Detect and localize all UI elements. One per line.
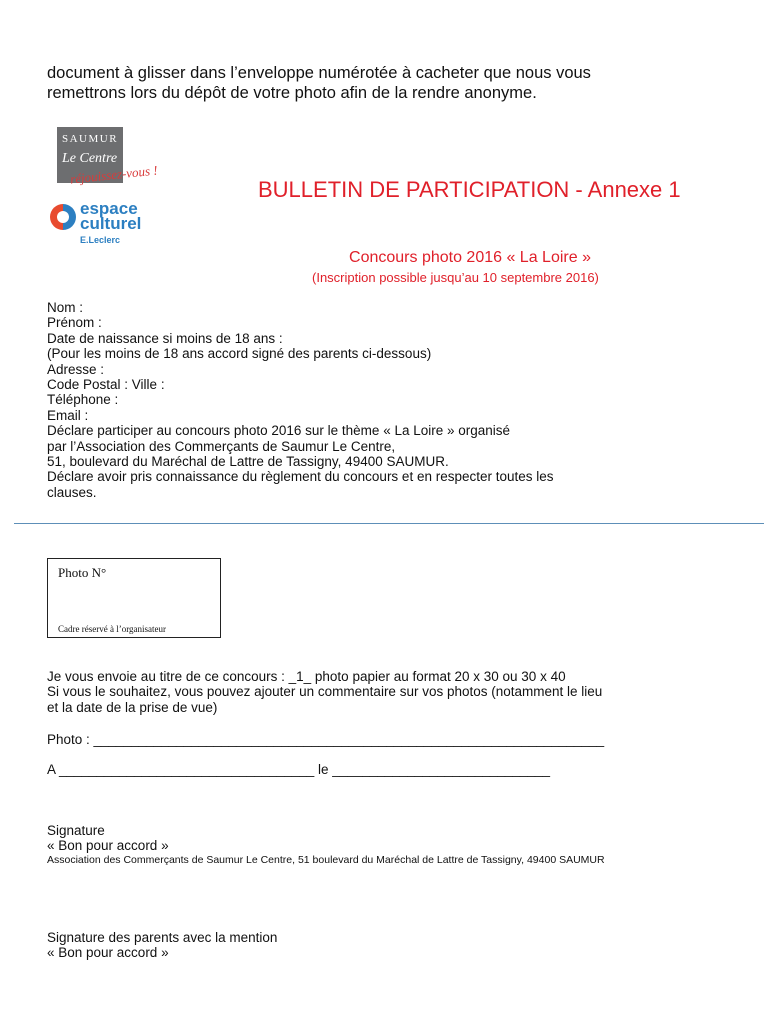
photo-comment-line[interactable]: Photo : ____________________________________________________________________ (47, 732, 605, 747)
body-line: Je vous envoie au titre de ce concours : _1_ photo papier au format 20 x 30 ou 30 x 40 (47, 669, 566, 684)
saumur-logo-tagline: réjouissez-vous ! (69, 162, 159, 187)
photo-number-label: Photo N° (58, 565, 107, 580)
field-line: Téléphone : (47, 392, 119, 408)
participant-fields (47, 300, 747, 500)
contest-subtitle-text: Concours photo 2016 « La Loire » (349, 249, 591, 266)
parents-signature-label: Signature des parents avec la mention (47, 930, 278, 945)
espace-ring-icon (50, 204, 76, 230)
field-line: Email : (47, 407, 89, 423)
field-line: Déclare avoir pris connaissance du règlement du concours et en respecter toutes les (47, 469, 554, 485)
logo-text: espace (80, 199, 138, 218)
photo-number-box (47, 558, 221, 638)
field-line: clauses. (47, 484, 97, 500)
logo-text: Le Centre (62, 151, 118, 166)
parents-signature-mention: « Bon pour accord » (47, 945, 169, 961)
association-address: Association des Commerçants de Saumur Le Centre, 51 boulevard du Maréchal de Lattre de Tassigny, 49400 SAUMUR (47, 854, 605, 866)
field-line: par l’Association des Commerçants de Saumur Le Centre, (47, 438, 396, 454)
espace-culturel-logo (50, 200, 150, 250)
field-line: Prénom : (47, 315, 102, 331)
signature-block (47, 823, 169, 854)
place-date-line[interactable]: A __________________________________ le _____________________________ (47, 762, 551, 777)
organizer-caption: Cadre réservé à l’organisateur (58, 624, 167, 634)
parents-signature-block (47, 930, 277, 961)
registration-note: (Inscription possible jusqu’au 10 septembre 2016) (312, 270, 599, 285)
field-line: 51, boulevard du Maréchal de Lattre de Tassigny, 49400 SAUMUR. (47, 454, 449, 470)
page-title: BULLETIN DE PARTICIPATION - Annexe 1 (258, 177, 681, 202)
field-line: Date de naissance si moins de 18 ans : (47, 330, 283, 346)
field-line: Déclare participer au concours photo 2016 sur le thème « La Loire » organisé (47, 423, 511, 439)
section-divider (14, 523, 764, 524)
intro-line: remettrons lors du dépôt de votre photo afin de la rendre anonyme. (47, 84, 537, 102)
signature-label: Signature (47, 823, 105, 838)
submission-text (47, 669, 747, 715)
logo-text: culturel (80, 214, 142, 233)
body-line: et la date de la prise de vue) (47, 699, 218, 715)
intro-line: document à glisser dans l’enveloppe numérotée à cacheter que nous vous (47, 64, 591, 82)
body-line: Si vous le souhaitez, vous pouvez ajouter un commentaire sur vos photos (notamment le lieu (47, 684, 603, 700)
logo-text: E.Leclerc (80, 235, 121, 245)
signature-mention: « Bon pour accord » (47, 838, 169, 854)
contest-subtitle (0, 249, 770, 267)
field-line: (Pour les moins de 18 ans accord signé des parents ci-dessous) (47, 346, 432, 362)
field-line: Adresse : (47, 361, 105, 377)
field-line: Code Postal : Ville : (47, 377, 165, 393)
intro-text (47, 63, 747, 103)
field-line: Nom : (47, 300, 84, 315)
logo-text: SAUMUR (62, 133, 119, 145)
